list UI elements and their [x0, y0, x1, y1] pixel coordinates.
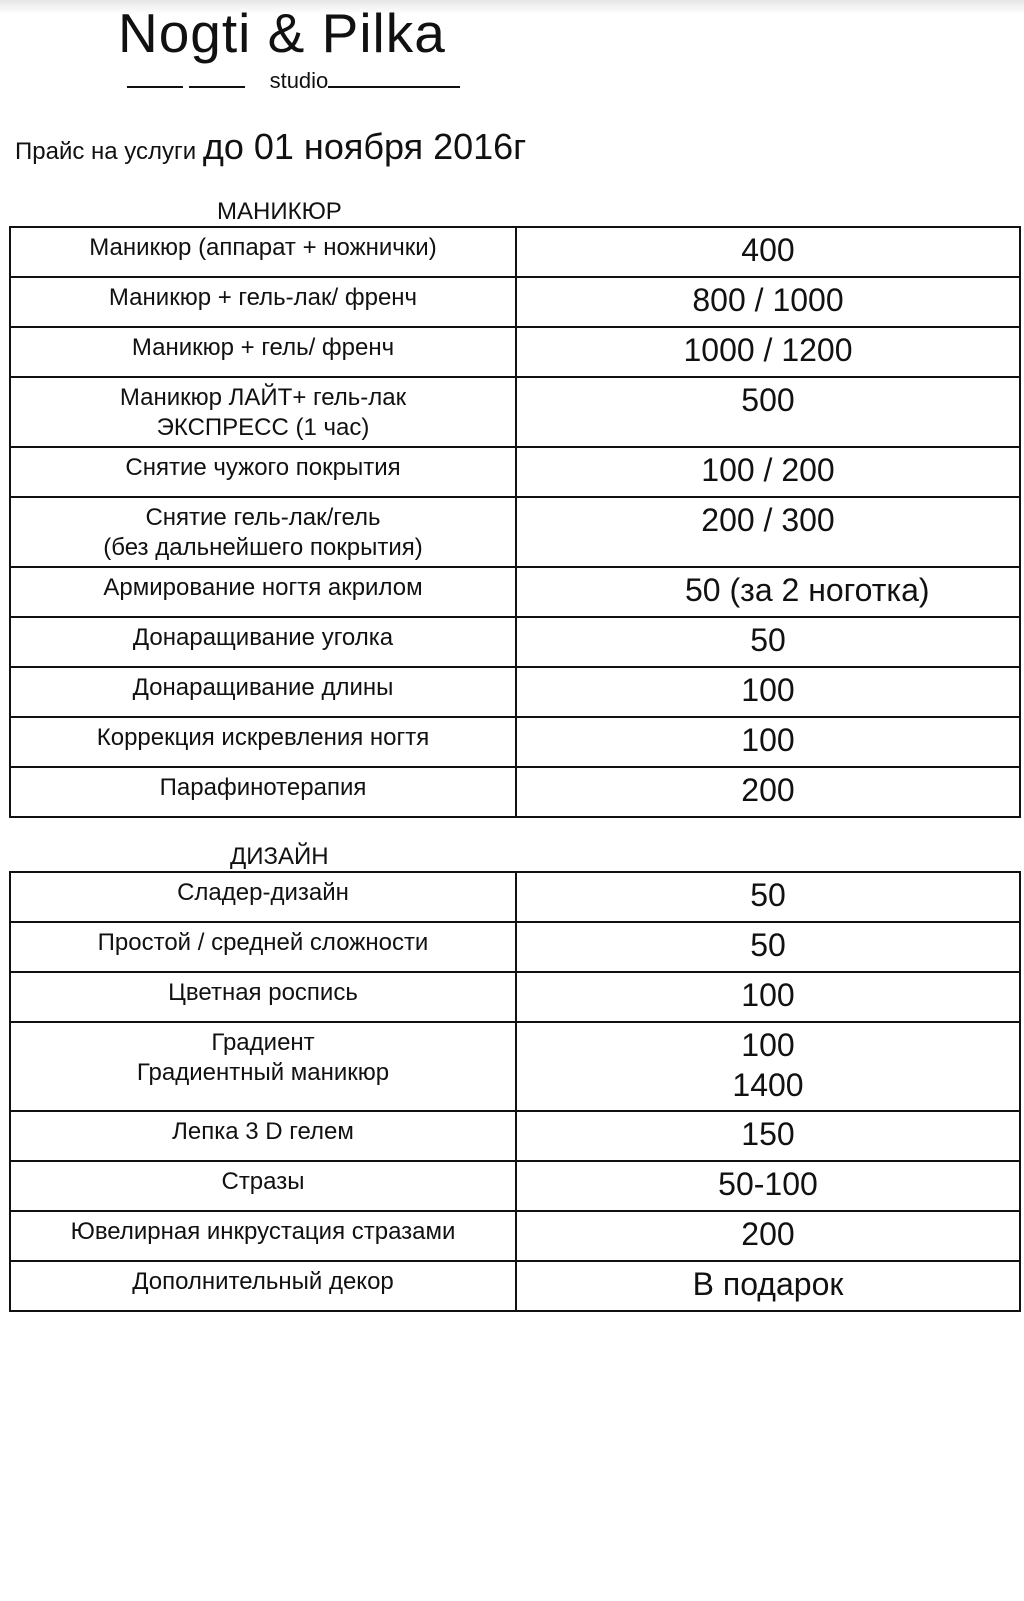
service-name: Донаращивание уголка [10, 617, 516, 667]
service-price: 100 1400 [516, 1022, 1020, 1111]
price-row [10, 767, 1020, 817]
section-title-manicure: МАНИКЮР [217, 198, 342, 225]
service-price: 800 / 1000 [516, 277, 1020, 327]
price-row [10, 617, 1020, 667]
title-date: до 01 ноября 2016г [202, 126, 527, 167]
service-price: 150 [516, 1111, 1020, 1161]
design-table-body [10, 872, 1020, 1311]
service-name: Снятие гель-лак/гель (без дальнейшего покрытия) [10, 497, 516, 567]
service-price: 500 [516, 377, 1020, 447]
service-name: Донаращивание длины [10, 667, 516, 717]
price-row [10, 667, 1020, 717]
title-prefix: Прайс на услуги [15, 138, 197, 165]
service-price: 200 [516, 1211, 1020, 1261]
price-row [10, 1022, 1020, 1111]
service-price: 50-100 [516, 1161, 1020, 1211]
service-price: 50 [516, 872, 1020, 922]
service-price: 50 [516, 617, 1020, 667]
price-row [10, 567, 1020, 617]
price-row [10, 1211, 1020, 1261]
service-name: Цветная роспись [10, 972, 516, 1022]
service-name: Лепка 3 D гелем [10, 1111, 516, 1161]
price-row [10, 497, 1020, 567]
manicure-price-table [9, 226, 1021, 818]
service-name: Дополнительный декор [10, 1261, 516, 1311]
service-price: 100 / 200 [516, 447, 1020, 497]
brand-subtitle [127, 66, 460, 95]
price-row [10, 972, 1020, 1022]
design-price-table [9, 871, 1021, 1312]
price-row [10, 922, 1020, 972]
price-row [10, 377, 1020, 447]
service-name: Маникюр + гель/ френч [10, 327, 516, 377]
service-price: 50 (за 2 ноготка) [516, 567, 1020, 617]
price-row [10, 227, 1020, 277]
service-name: Маникюр ЛАЙТ+ гель-лак ЭКСПРЕСС (1 час) [10, 377, 516, 447]
service-name: Ювелирная инкрустация стразами [10, 1211, 516, 1261]
service-price: 100 [516, 972, 1020, 1022]
service-name: Парафинотерапия [10, 767, 516, 817]
price-row [10, 447, 1020, 497]
service-price: 200 [516, 767, 1020, 817]
service-price: 50 [516, 922, 1020, 972]
brand-logo-text: Nogti & Pilka [118, 2, 446, 64]
service-name: Маникюр (аппарат + ножнички) [10, 227, 516, 277]
service-price: 400 [516, 227, 1020, 277]
service-price: 1000 / 1200 [516, 327, 1020, 377]
manicure-table-body [10, 227, 1020, 817]
studio-label: studio [269, 68, 329, 93]
service-name: Сладер-дизайн [10, 872, 516, 922]
service-price: 200 / 300 [516, 497, 1020, 567]
service-price: 100 [516, 667, 1020, 717]
service-name: Армирование ногтя акрилом [10, 567, 516, 617]
service-price: 100 [516, 717, 1020, 767]
price-row [10, 1261, 1020, 1311]
price-row [10, 717, 1020, 767]
service-name: Простой / средней сложности [10, 922, 516, 972]
service-name: Стразы [10, 1161, 516, 1211]
price-row [10, 277, 1020, 327]
service-name: Маникюр + гель-лак/ френч [10, 277, 516, 327]
service-name: Снятие чужого покрытия [10, 447, 516, 497]
price-row [10, 327, 1020, 377]
price-list-title [15, 126, 526, 168]
price-row [10, 872, 1020, 922]
service-name: Коррекция искревления ногтя [10, 717, 516, 767]
service-name: Градиент Градиентный маникюр [10, 1022, 516, 1111]
price-row [10, 1161, 1020, 1211]
service-price: В подарок [516, 1261, 1020, 1311]
price-row [10, 1111, 1020, 1161]
section-title-design: ДИЗАЙН [230, 843, 329, 870]
